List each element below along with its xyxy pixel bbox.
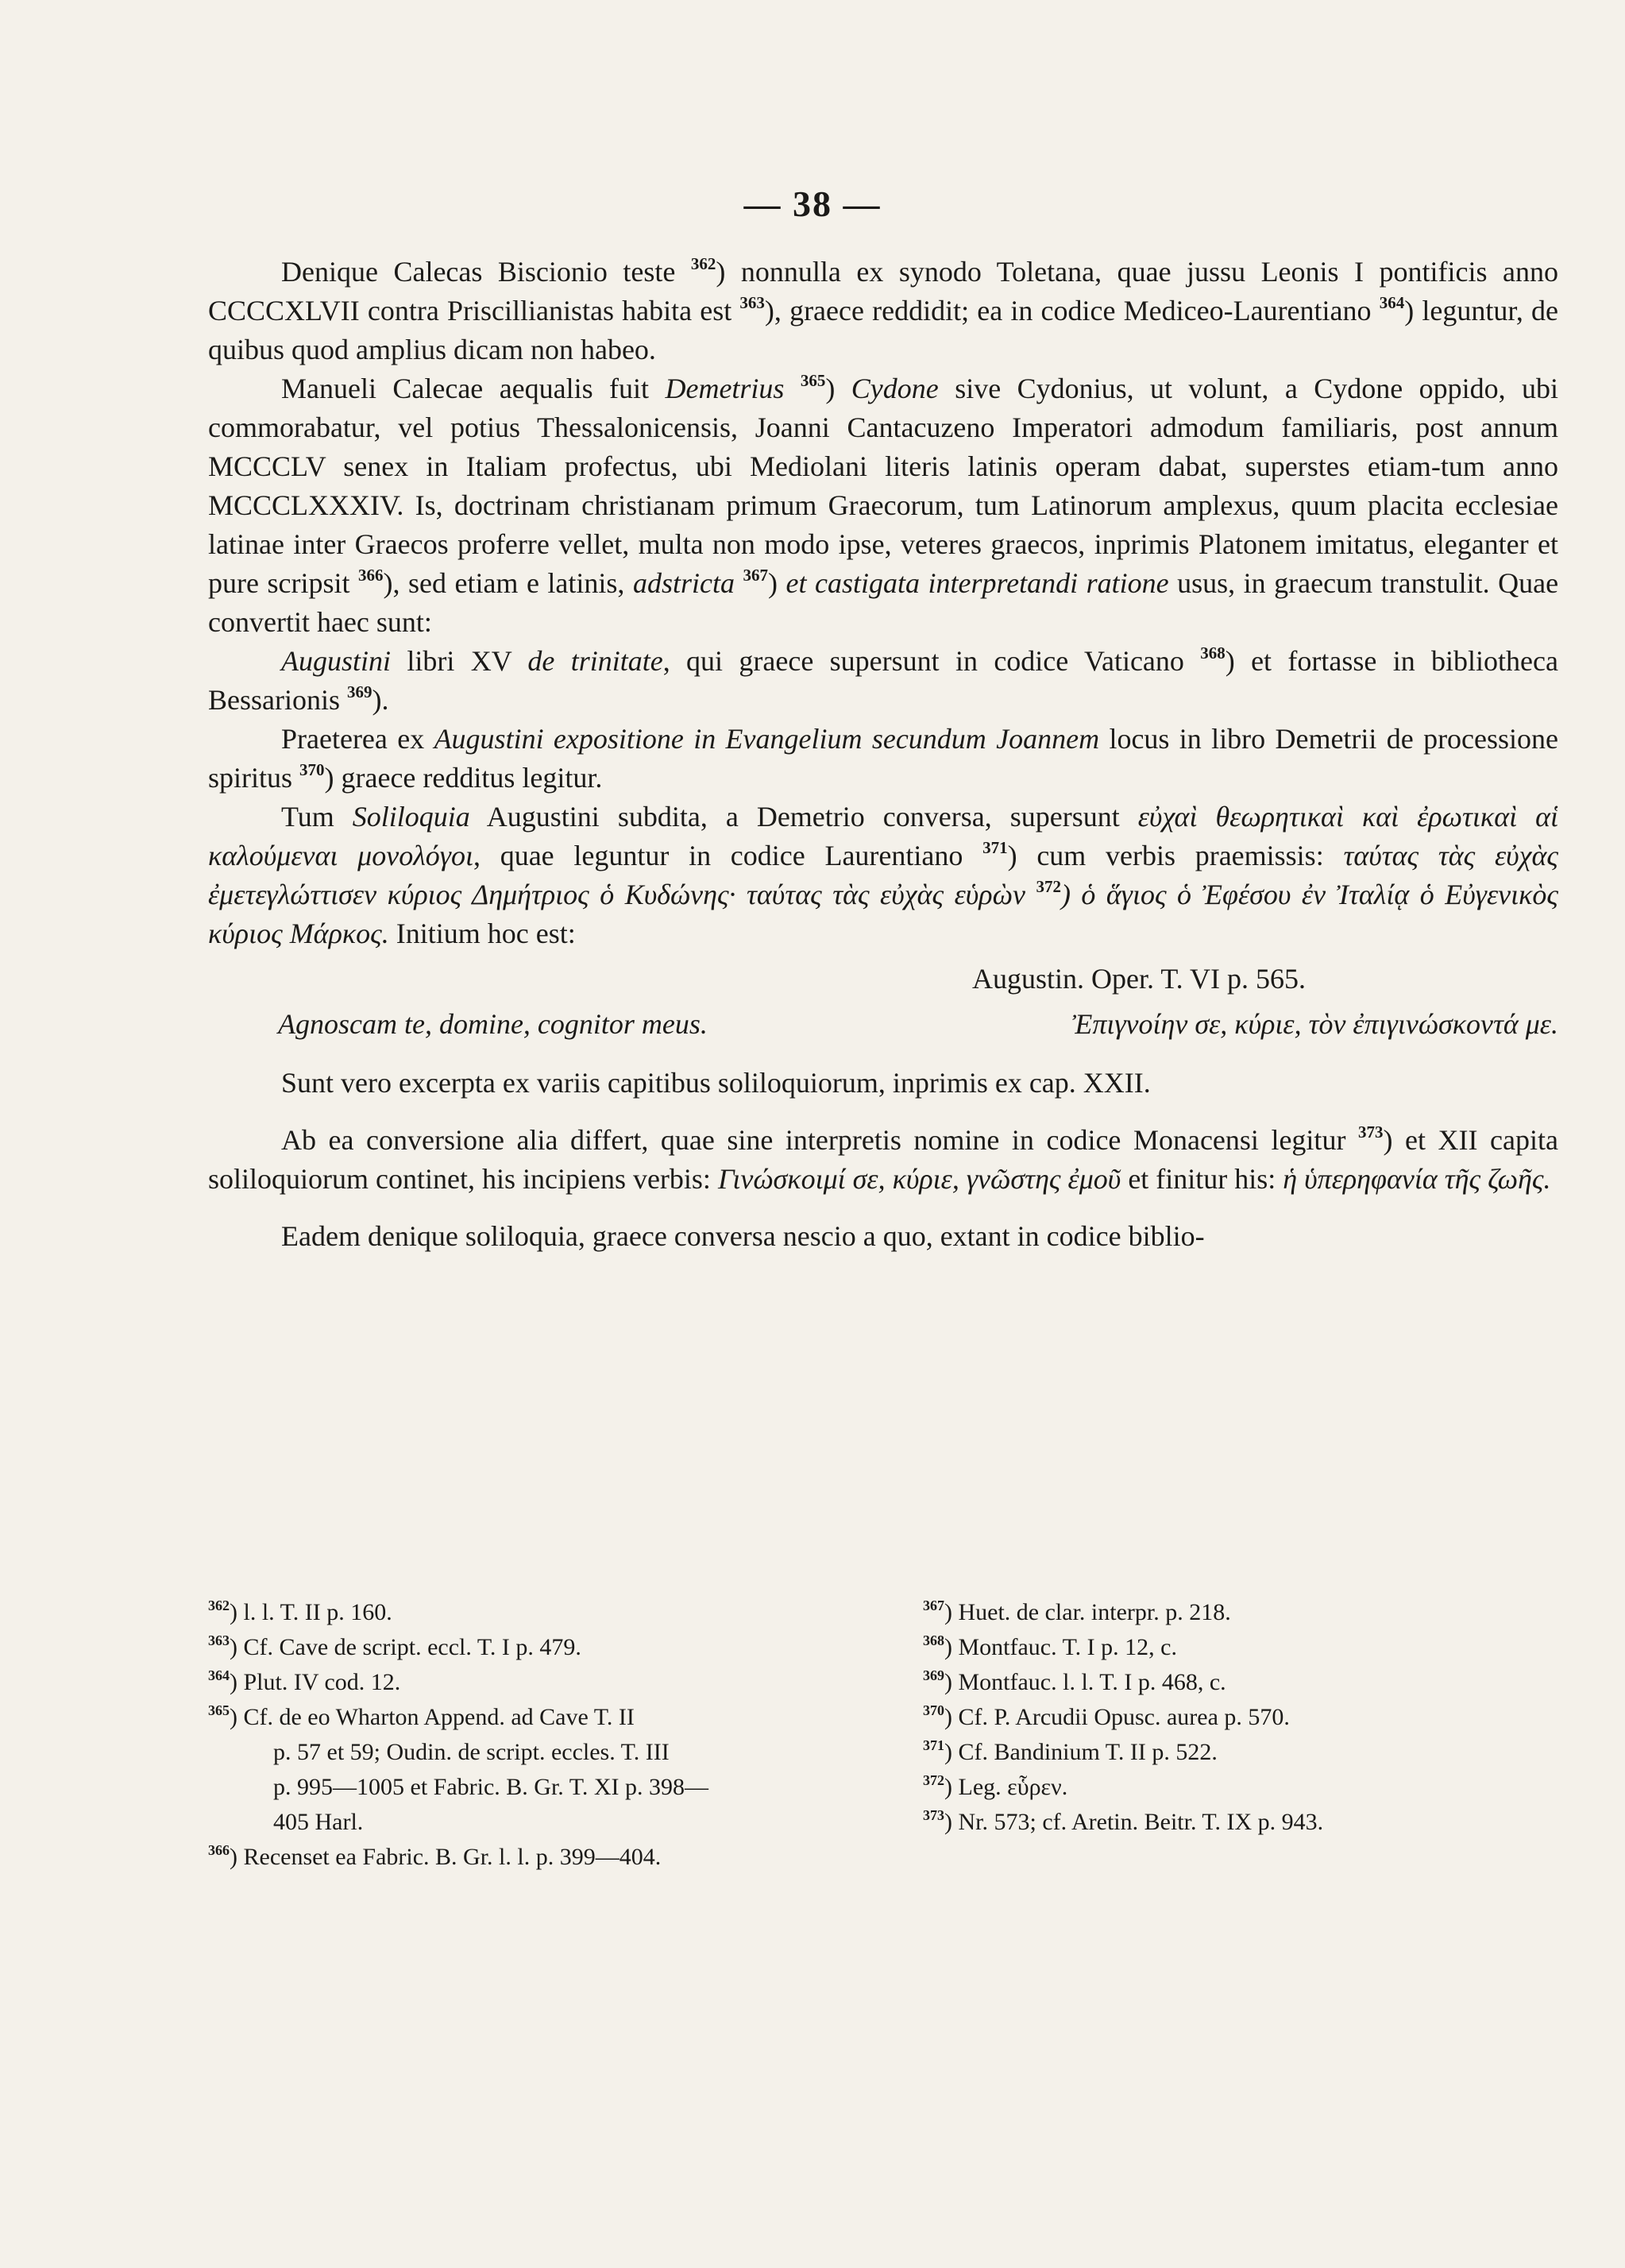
paragraph-1 [208,253,1558,369]
footnotes-right-column [923,1595,1558,1875]
main-text [208,253,1558,1256]
italic-name: Augustini [281,645,392,677]
text: ) et fortasse in bibliotheca Bessarionis [208,645,1558,716]
paragraph-6: Sunt vero excerpta ex variis capitibus soliloquiorum, inprimis ex cap. XXII. [281,1067,1151,1099]
text: et finitur his: [1128,1163,1276,1195]
footnote [208,1665,859,1700]
text: locus in libro Demetrii de processione spiritus [208,723,1559,794]
footnote-text: ) Plut. IV cod. 12. [230,1669,401,1695]
text: , qui graece supersunt in codice Vaticano [662,645,1184,677]
paragraph-8: Eadem denique soliloquia, graece conversa nescio a quo, extant in codice biblio- [281,1220,1205,1252]
footnote-text: ) Cf. de eo Wharton Append. ad Cave T. II [230,1704,635,1730]
paragraph-4 [208,720,1558,798]
spacer [208,1103,1558,1121]
footnote-ref[interactable]: 362 [690,254,716,273]
page-number: — 38 — [743,184,882,224]
footnote [923,1770,1558,1805]
footnote-continuation: p. 57 et 59; Oudin. de script. eccles. T. III [273,1739,670,1765]
footnote-number: 373 [923,1807,944,1823]
italic-text: Augustini expositione in Evangelium secundum Joannem [434,723,1100,755]
footnote-text: ) Montfauc. l. l. T. I p. 468, c. [944,1669,1226,1695]
text: Augustini subdita, a Demetrio conversa, supersunt [486,801,1120,833]
greek-text: ἡ ὑπερηφανία τῆς ζωῆς. [1283,1163,1551,1195]
text: Denique Calecas Biscionio teste [281,256,676,288]
text: ), sed etiam e latinis, [383,567,625,599]
footnote-text: ) Montfauc. T. I p. 12, c. [944,1634,1177,1660]
footnote-ref[interactable]: 373 [1357,1122,1384,1142]
text: ). [372,684,389,716]
text: sive Cydonius, ut volunt, a Cydone oppido, ubi commorabatur, vel potius Thessalonicensis, Joanni Cantacuzeno Imperatori admodum familiaris, post annum MCCCLV senex in Italiam profectus, ubi Mediolani literis latinis operam dabat, superstes etiam-tum anno MCCCLXXXIV. Is, doctrinam christianam primum Graecorum, tum Latinorum amplexus, quum placita ecclesiae latinae inter Graecos proferre vellet, multa non modo ipse, veteres graecos, inprimis Platonem imitatus, eleganter et pure scripsit [208,373,1559,599]
footnote-ref[interactable]: 368 [1200,643,1226,663]
footnote-text: ) Leg. εὗρεν. [944,1774,1068,1800]
footnote-ref[interactable]: 371 [982,838,1008,857]
footnote-ref[interactable]: 372 [1036,877,1061,896]
footnote-ref[interactable]: 365 [800,371,826,390]
italic-text: Soliloquia [352,801,470,833]
spacer [208,1199,1558,1217]
text: usus, in graecum transtulit. Quae convertit haec sunt: [208,567,1559,638]
footnote-number: 364 [208,1667,230,1683]
footnote-number: 368 [923,1632,944,1648]
footnote-ref[interactable]: 367 [743,566,768,585]
greek-text: ) ὁ ἅγιος ὁ Ἐφέσου ἐν Ἰταλίᾳ ὁ Εὐγενικὸς κύριος Μάρκος. [208,879,1558,949]
footnotes [208,1595,1558,1875]
footnote-number: 372 [923,1772,944,1788]
footnote [923,1665,1558,1700]
footnote-ref[interactable]: 369 [347,682,372,701]
footnote [923,1630,1558,1665]
spacer [208,1045,1558,1064]
footnote-ref[interactable]: 363 [739,293,765,312]
paragraph-5 [208,798,1558,953]
footnote [923,1595,1558,1630]
footnote [923,1735,1558,1770]
footnote-ref[interactable]: 366 [357,566,384,585]
footnote-number: 365 [208,1702,230,1718]
footnote-number: 363 [208,1632,230,1648]
footnote-text: ) Huet. de clar. interpr. p. 218. [944,1599,1231,1625]
footnote [208,1595,859,1630]
footnote-ref[interactable]: 370 [299,760,325,779]
text: Ab ea conversione alia differt, quae sine interpretis nomine in codice Monacensi legitur [281,1124,1346,1156]
text: ) et XII capita soliloquiorum continet, his incipiens verbis: [208,1124,1558,1195]
reference-text: Augustin. Oper. T. VI p. 565. [972,963,1306,995]
footnote-number: 366 [208,1842,230,1858]
italic-text: adstricta [632,567,735,599]
footnote [208,1700,859,1840]
footnote-text: ) Nr. 573; cf. Aretin. Beitr. T. IX p. 943. [944,1809,1324,1835]
greek-text: Γινώσκοιμί σε, κύριε, γνῶστης ἐμοῦ [717,1163,1121,1195]
footnote-text: ) Cf. Bandinium T. II p. 522. [944,1739,1218,1765]
footnote-number: 362 [208,1598,230,1613]
text: libri XV [407,645,512,677]
text: Tum [281,801,334,833]
footnote-number: 369 [923,1667,944,1683]
text: ) nonnulla ex synodo Toletana, quae jussu Leonis I pontificis anno CCCCXLVII contra Priscillianistas habita est [208,256,1558,326]
text: ) leguntur, de quibus quod amplius dicam non habeo. [208,295,1559,365]
paragraph-7 [208,1121,1558,1199]
text: ) cum verbis praemissis: [1007,840,1324,871]
text: , quae leguntur in codice Laurentiano [473,840,963,871]
italic-text: de trinitate [527,645,663,677]
footnote-text: ) Recenset ea Fabric. B. Gr. l. l. p. 399—404. [230,1844,662,1870]
footnote-number: 370 [923,1702,944,1718]
footnotes-left-column [208,1595,859,1875]
footnote-text: ) Cf. Cave de script. eccl. T. I p. 479. [230,1634,581,1660]
footnote [923,1805,1558,1840]
footnote [923,1700,1558,1735]
quote-latin: Agnoscam te, domine, cognitor meus. [278,1008,708,1040]
footnote-continuation: 405 Harl. [273,1809,364,1835]
footnote [208,1630,859,1665]
text: ) [825,373,836,404]
footnote-number: 367 [923,1598,944,1613]
text: ) graece redditus legitur. [324,762,603,794]
footnote-text: ) l. l. T. II p. 160. [230,1599,392,1625]
italic-text: et castigata interpretandi ratione [785,567,1169,599]
parallel-quote [208,1005,1558,1044]
text: Initium hoc est: [396,918,576,949]
paragraph-2 [208,369,1558,642]
footnote [208,1840,859,1875]
quote-greek: Ἐπιγνοίην σε, κύριε, τὸν ἐπιγινώσκοντά με. [1071,1008,1558,1040]
paragraph-3 [208,642,1558,720]
text: ), graece reddidit; ea in codice Mediceo-Laurentiano [764,295,1372,326]
source-reference [208,960,1558,999]
text: Manueli Calecae aequalis fuit [281,373,650,404]
italic-name: Demetrius [665,373,785,404]
footnote-continuation: p. 995—1005 et Fabric. B. Gr. T. XI p. 398— [273,1774,709,1800]
greek-text: εὐχαὶ θεωρητικαὶ καὶ ἐρωτικαὶ αἱ καλούμεναι μονολόγοι [208,801,1559,871]
text: ) [767,567,778,599]
text: Praeterea ex [281,723,425,755]
footnote-ref[interactable]: 364 [1379,293,1405,312]
italic-name: Cydone [851,373,939,404]
greek-text: ταύτας τὰς εὐχὰς ἐμετεγλώττισεν κύριος Δημήτριος ὁ Κυδώνης· ταύτας τὰς εὐχὰς εὑρὼν [208,840,1559,910]
footnote-number: 371 [923,1737,944,1753]
footnote-text: ) Cf. P. Arcudii Opusc. aurea p. 570. [944,1704,1290,1730]
